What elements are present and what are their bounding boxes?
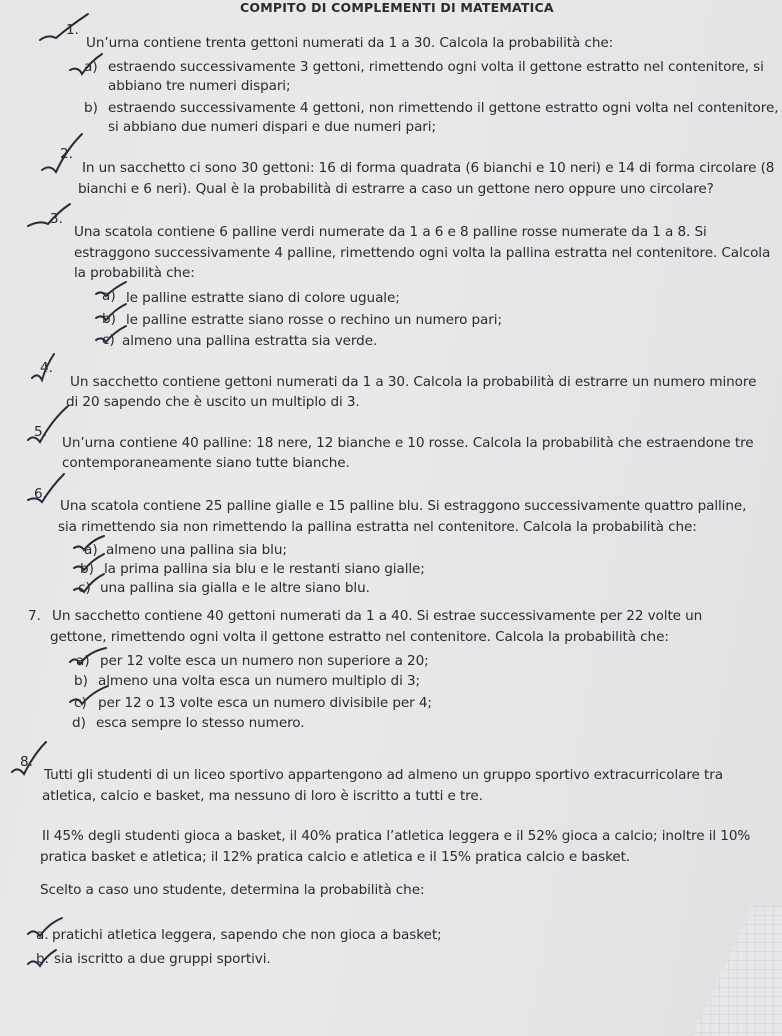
page-title: COMPITO DI COMPLEMENTI DI MATEMATICA <box>240 0 554 15</box>
exercise-7-item-a-text: per 12 volte esca un numero non superiore a 20; <box>100 653 429 669</box>
exercise-6-line-2: sia rimettendo sia non rimettendo la pallina estratta nel contenitore. Calcola la probabilità che: <box>58 519 697 535</box>
exercise-8-item-b-label: b. <box>36 951 49 967</box>
exercise-6-item-c-label: c) <box>78 580 91 596</box>
exercise-5-line-2: contemporaneamente siano tutte bianche. <box>62 455 350 471</box>
exercise-3-item-a-text: le palline estratte siano di colore uguale; <box>126 290 400 306</box>
exercise-3-line-2: estraggono successivamente 4 palline, rimettendo ogni volta la pallina estratta nel contenitore. Calcola <box>74 245 771 261</box>
exercise-7-item-a-label: a) <box>76 653 90 669</box>
exercise-1-item-a-line-1: estraendo successivamente 3 gettoni, rimettendo ogni volta il gettone estratto nel contenitore, si <box>108 59 764 75</box>
exercise-1-text: Un’urna contiene trenta gettoni numerati da 1 a 30. Calcola la probabilità che: <box>86 35 614 51</box>
exercise-3-item-c-label: c) <box>102 332 115 348</box>
exercise-7-item-b-label: b) <box>74 673 88 689</box>
exercise-8-paragraph-1-line-1: Il 45% degli studenti gioca a basket, il 40% pratica l’atletica leggera e il 52% gioca a calcio; inoltre il 10% <box>42 828 751 844</box>
exercise-8-item-a-label: a. <box>36 927 49 943</box>
exercise-8-item-b-text: sia iscritto a due gruppi sportivi. <box>54 951 271 967</box>
exercise-8-paragraph-1-line-2: pratica basket e atletica; il 12% pratica calcio e atletica e il 15% pratica calcio e basket. <box>40 849 631 865</box>
exercise-3-line-1: Una scatola contiene 6 palline verdi numerate da 1 a 6 e 8 palline rosse numerate da 1 a 8. Si <box>74 224 707 240</box>
checkmark-icon <box>24 200 74 230</box>
exercise-3-item-b-label: b) <box>102 311 116 327</box>
exercise-1-item-b-line-2: si abbiano due numeri dispari e due numeri pari; <box>108 119 436 135</box>
exercise-1-item-a-label: a) <box>84 59 98 75</box>
exercise-6-number: 6. <box>34 486 47 502</box>
exercise-2-line-2: bianchi e 6 neri). Qual è la probabilità di estrarre a caso un gettone nero oppure uno circolare? <box>78 181 714 197</box>
exercise-5-number: 5. <box>34 424 47 440</box>
exercise-3-item-b-text: le palline estratte siano rosse o rechino un numero pari; <box>126 312 502 328</box>
exercise-7-line-1: Un sacchetto contiene 40 gettoni numerati da 1 a 40. Si estrae successivamente per 22 volte un <box>52 608 703 624</box>
exercise-3-item-a-label: a) <box>102 288 116 304</box>
checkmark-icon <box>34 12 94 46</box>
exercise-6-item-a-text: almeno una pallina sia blu; <box>106 542 287 558</box>
exercise-6-item-b-text: la prima pallina sia blu e le restanti siano gialle; <box>104 561 425 577</box>
exercise-1-item-b-line-1: estraendo successivamente 4 gettoni, non rimettendo il gettone estratto ogni volta nel contenitore, <box>108 100 779 116</box>
exercise-7-item-d-text: esca sempre lo stesso numero. <box>96 715 305 731</box>
exercise-2-number: 2. <box>60 146 73 162</box>
exercise-7-item-d-label: d) <box>72 715 86 731</box>
exercise-4-number: 4. <box>40 360 53 376</box>
graph-paper-corner <box>692 906 782 1036</box>
exercise-4-line-2: di 20 sapendo che è uscito un multiplo di 3. <box>66 394 360 410</box>
exercise-1-item-b-label: b) <box>84 100 98 116</box>
exercise-2-line-1: In un sacchetto ci sono 30 gettoni: 16 di forma quadrata (6 bianchi e 10 neri) e 14 di forma circolare (8 <box>82 160 775 176</box>
exercise-6-line-1: Una scatola contiene 25 palline gialle e 15 palline blu. Si estraggono successivamente quattro palline, <box>60 498 747 514</box>
exercise-3-item-c-text: almeno una pallina estratta sia verde. <box>122 333 378 349</box>
exercise-8-paragraph-2: Scelto a caso uno studente, determina la probabilità che: <box>40 882 425 898</box>
exercise-1-item-a-line-2: abbiano tre numeri dispari; <box>108 78 291 94</box>
exercise-7-number: 7. <box>28 608 41 624</box>
exercise-7-line-2: gettone, rimettendo ogni volta il gettone estratto nel contenitore. Calcola la probabilità che: <box>50 629 669 645</box>
exercise-8-item-a-text: pratichi atletica leggera, sapendo che non gioca a basket; <box>52 927 442 943</box>
exercise-7-item-c-text: per 12 o 13 volte esca un numero divisibile per 4; <box>98 695 432 711</box>
exercise-8-number: 8. <box>20 754 33 770</box>
exercise-6-item-b-label: b) <box>80 561 94 577</box>
exercise-6-item-c-text: una pallina sia gialla e le altre siano blu. <box>100 580 370 596</box>
exercise-6-item-a-label: a) <box>84 542 98 558</box>
exercise-1-number: 1. <box>66 22 79 38</box>
exercise-8-line-2: atletica, calcio e basket, ma nessuno di loro è iscritto a tutti e tre. <box>42 788 483 804</box>
exercise-7-item-c-label: c) <box>74 695 87 711</box>
exercise-3-line-3: la probabilità che: <box>74 265 195 281</box>
exercise-3-number: 3. <box>50 211 63 227</box>
exercise-7-item-b-text: almeno una volta esca un numero multiplo di 3; <box>98 673 420 689</box>
exercise-4-line-1: Un sacchetto contiene gettoni numerati da 1 a 30. Calcola la probabilità di estrarre un numero minore <box>70 374 757 390</box>
exercise-8-line-1: Tutti gli studenti di un liceo sportivo appartengono ad almeno un gruppo sportivo extracurricolare tra <box>44 767 723 783</box>
exercise-5-line-1: Un’urna contiene 40 palline: 18 nere, 12 bianche e 10 rosse. Calcola la probabilità che estraendone tre <box>62 435 754 451</box>
